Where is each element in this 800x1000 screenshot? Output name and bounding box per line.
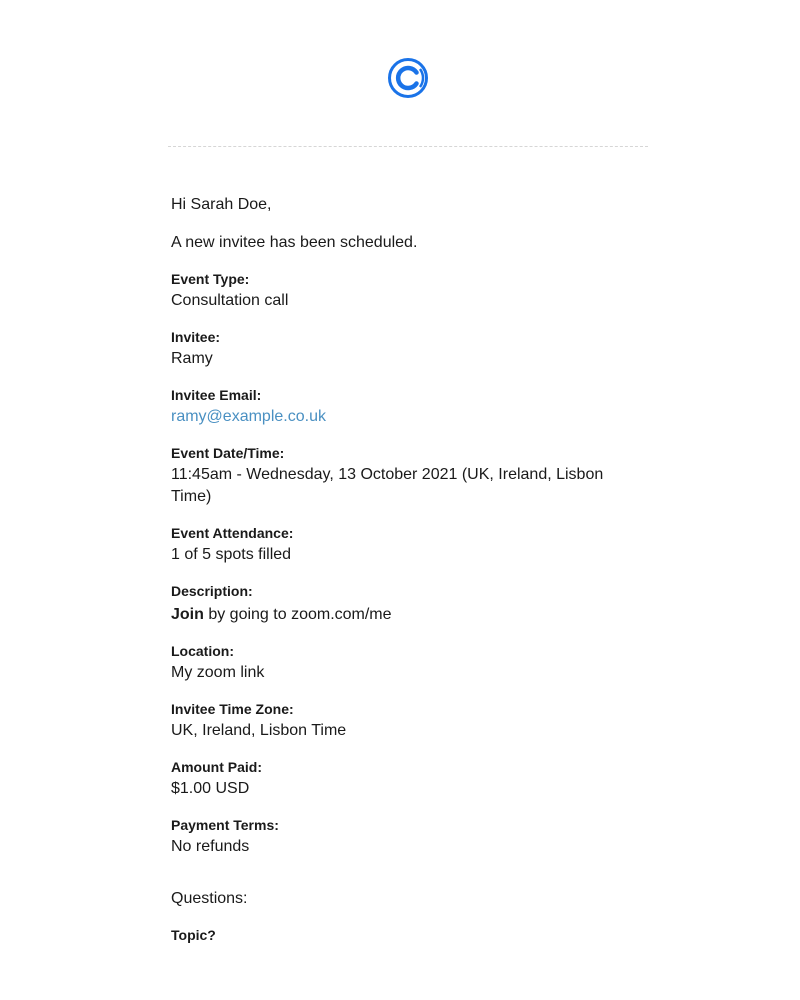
- field-event-attendance: [171, 524, 631, 566]
- questions-heading: Questions:: [171, 890, 248, 907]
- field-label: Event Type:: [171, 271, 250, 287]
- field-label: Description:: [171, 583, 253, 599]
- field-invitee-time-zone: [171, 700, 631, 742]
- intro-text: A new invitee has been scheduled.: [171, 234, 418, 251]
- topic-label: Topic?: [171, 927, 216, 943]
- field-value: 11:45am - Wednesday, 13 October 2021 (UK, Ireland, Lisbon Time): [171, 466, 604, 505]
- field-payment-terms: [171, 816, 631, 858]
- field-value: UK, Ireland, Lisbon Time: [171, 722, 347, 739]
- header-logo: [0, 57, 800, 99]
- description-join-word: Join: [171, 606, 204, 623]
- field-label: Invitee:: [171, 329, 221, 345]
- field-invitee-email: [171, 386, 631, 428]
- field-invitee: [171, 328, 631, 370]
- invitee-email-link[interactable]: ramy@example.co.uk: [171, 408, 326, 425]
- field-label: Amount Paid:: [171, 759, 262, 775]
- email-body: [171, 194, 631, 946]
- field-value: 1 of 5 spots filled: [171, 546, 292, 563]
- field-label: Event Attendance:: [171, 525, 294, 541]
- field-value: $1.00 USD: [171, 780, 250, 797]
- field-label: Event Date/Time:: [171, 445, 285, 461]
- field-label: Invitee Time Zone:: [171, 701, 294, 717]
- field-label: Invitee Email:: [171, 387, 262, 403]
- field-value: My zoom link: [171, 664, 265, 681]
- field-label: Payment Terms:: [171, 817, 279, 833]
- calendly-logo-icon: [387, 57, 429, 99]
- greeting: Hi Sarah Doe,: [171, 196, 272, 213]
- description-rest: by going to zoom.com/me: [203, 606, 392, 623]
- field-description: [171, 582, 631, 626]
- field-event-type: [171, 270, 631, 312]
- field-value: No refunds: [171, 838, 250, 855]
- field-value: Ramy: [171, 350, 213, 367]
- description-text: [171, 604, 631, 626]
- field-event-datetime: [171, 444, 631, 508]
- header-divider: [168, 146, 648, 147]
- field-value: Consultation call: [171, 292, 289, 309]
- field-label: Location:: [171, 643, 234, 659]
- field-location: [171, 642, 631, 684]
- field-amount-paid: [171, 758, 631, 800]
